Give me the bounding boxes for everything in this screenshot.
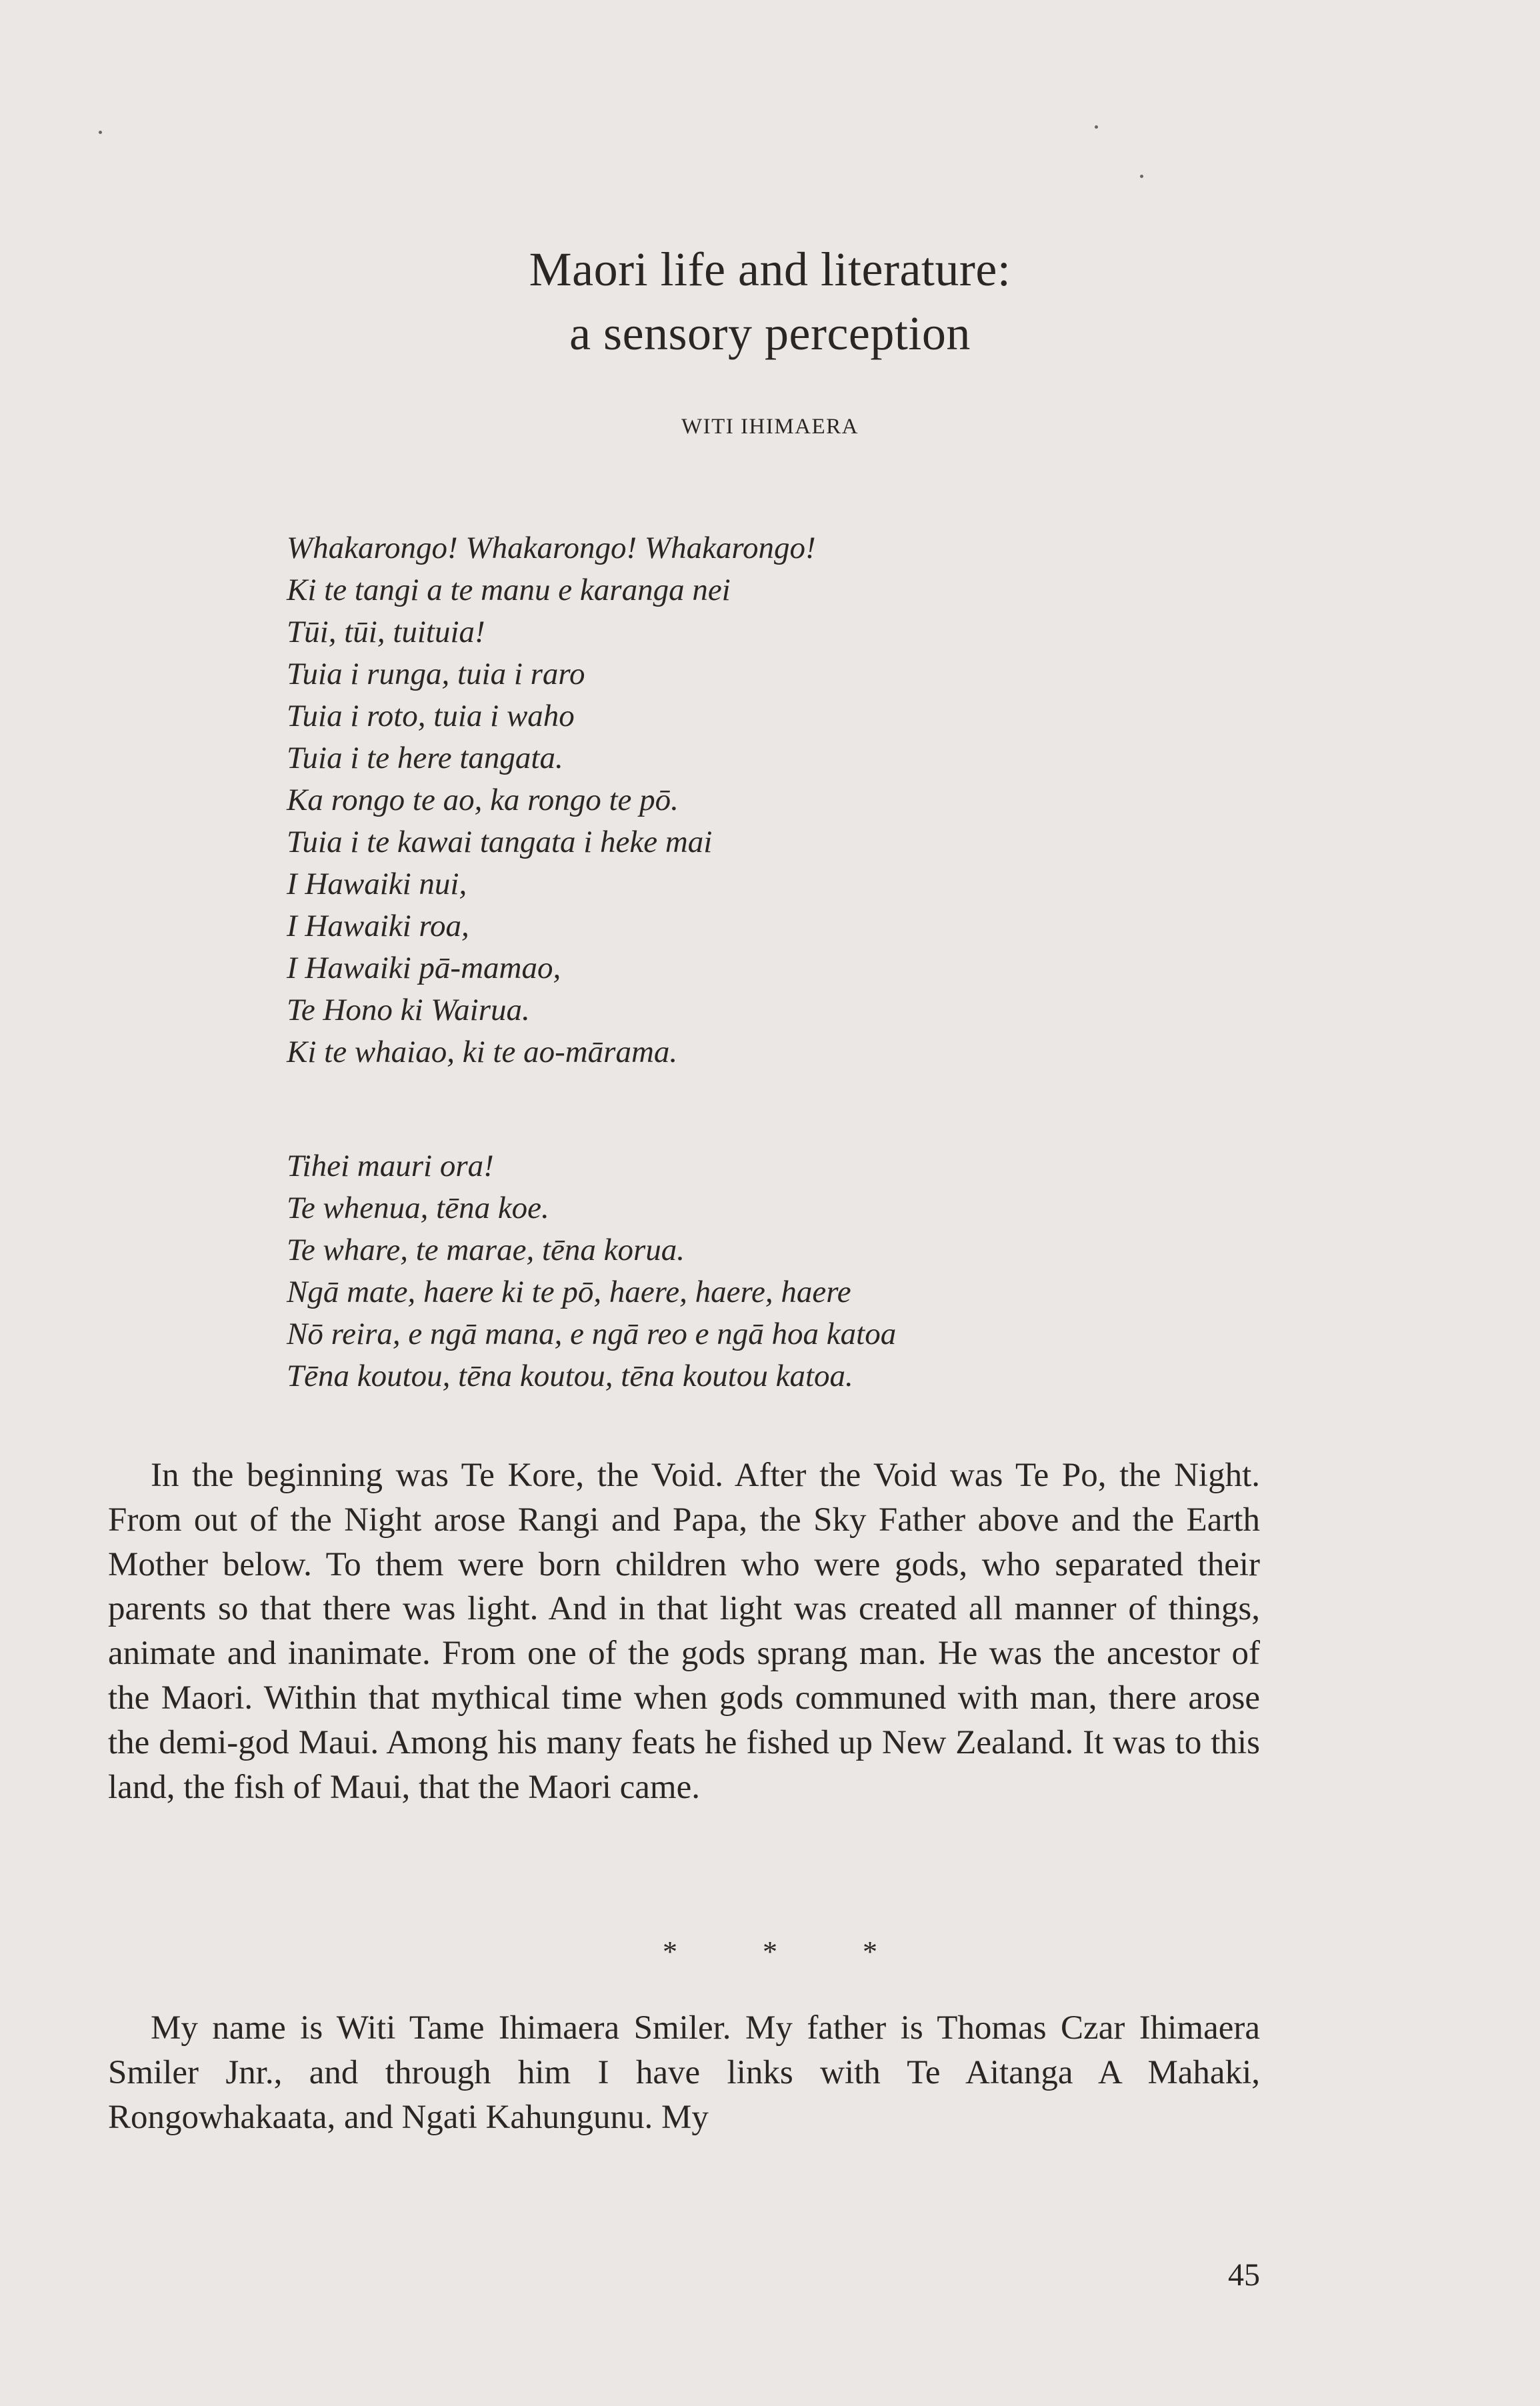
poem-line: I Hawaiki nui, — [287, 867, 467, 901]
article-title-line1: Maori life and literature: — [529, 243, 1011, 296]
poem-line: Tuia i runga, tuia i raro — [287, 657, 585, 691]
article-title-line2: a sensory perception — [569, 307, 971, 360]
poem-line: Ki te tangi a te manu e karanga nei — [287, 573, 731, 607]
poem-line: Te Hono ki Wairua. — [287, 993, 530, 1027]
poem-line: Tuia i te here tangata. — [287, 741, 563, 775]
poem-line: Te whare, te marae, tēna korua. — [287, 1233, 685, 1267]
section-separator — [0, 1935, 1540, 1969]
poem-line: Tūi, tūi, tuituia! — [287, 615, 485, 649]
paper-speck — [1140, 175, 1143, 178]
poem-line: Tihei mauri ora! — [287, 1149, 494, 1183]
asterisk: * — [763, 1935, 777, 1968]
poem-line: I Hawaiki roa, — [287, 909, 469, 943]
paper-speck — [99, 131, 102, 134]
asterisk: * — [863, 1935, 877, 1968]
page-number: 45 — [1228, 2257, 1260, 2293]
body-paragraph-name: My name is Witi Tame Ihimaera Smiler. My father is Thomas Czar Ihimaera Smiler Jnr., and through him I have links with Te Aitanga A Mahaki, Rongowhakaata, and Ngati Kahungunu. My — [108, 2009, 1260, 2136]
paper-speck — [1095, 125, 1098, 129]
poem-line: I Hawaiki pā-mamao, — [287, 951, 561, 985]
poem-line: Nō reira, e ngā mana, e ngā reo e ngā hoa katoa — [287, 1317, 897, 1351]
poem-line: Ki te whaiao, ki te ao-mārama. — [287, 1035, 678, 1069]
body-paragraph-creation: In the beginning was Te Kore, the Void. After the Void was Te Po, the Night. From out of the Night arose Rangi and Papa, the Sky Father above and the Earth Mother below. To them were born children who were gods, who separated their parents so that there was light. And in that light was created all manner of things, animate and inanimate. From one of the gods sprang man. He was the ancestor of the Maori. Within that mythical time when gods communed with man, there arose the demi-god Maui. Among his many feats he fished up New Zealand. It was to this land, the fish of Maui, that the Maori came. — [108, 1457, 1260, 1806]
poem-stanza-2 — [287, 1145, 1253, 1397]
poem-line: Ngā mate, haere ki te pō, haere, haere, haere — [287, 1275, 851, 1309]
poem-line: Te whenua, tēna koe. — [287, 1191, 549, 1225]
poem-line: Tēna koutou, tēna koutou, tēna koutou katoa. — [287, 1359, 853, 1393]
poem-line: Tuia i roto, tuia i waho — [287, 699, 575, 733]
poem-line: Whakarongo! Whakarongo! Whakarongo! — [287, 531, 816, 565]
poem-line: Ka rongo te ao, ka rongo te pō. — [287, 783, 679, 817]
author-byline: WITI IHIMAERA — [681, 415, 859, 439]
asterisk: * — [663, 1935, 677, 1968]
poem-line: Tuia i te kawai tangata i heke mai — [287, 825, 713, 859]
poem-stanza-1 — [287, 527, 1253, 1073]
